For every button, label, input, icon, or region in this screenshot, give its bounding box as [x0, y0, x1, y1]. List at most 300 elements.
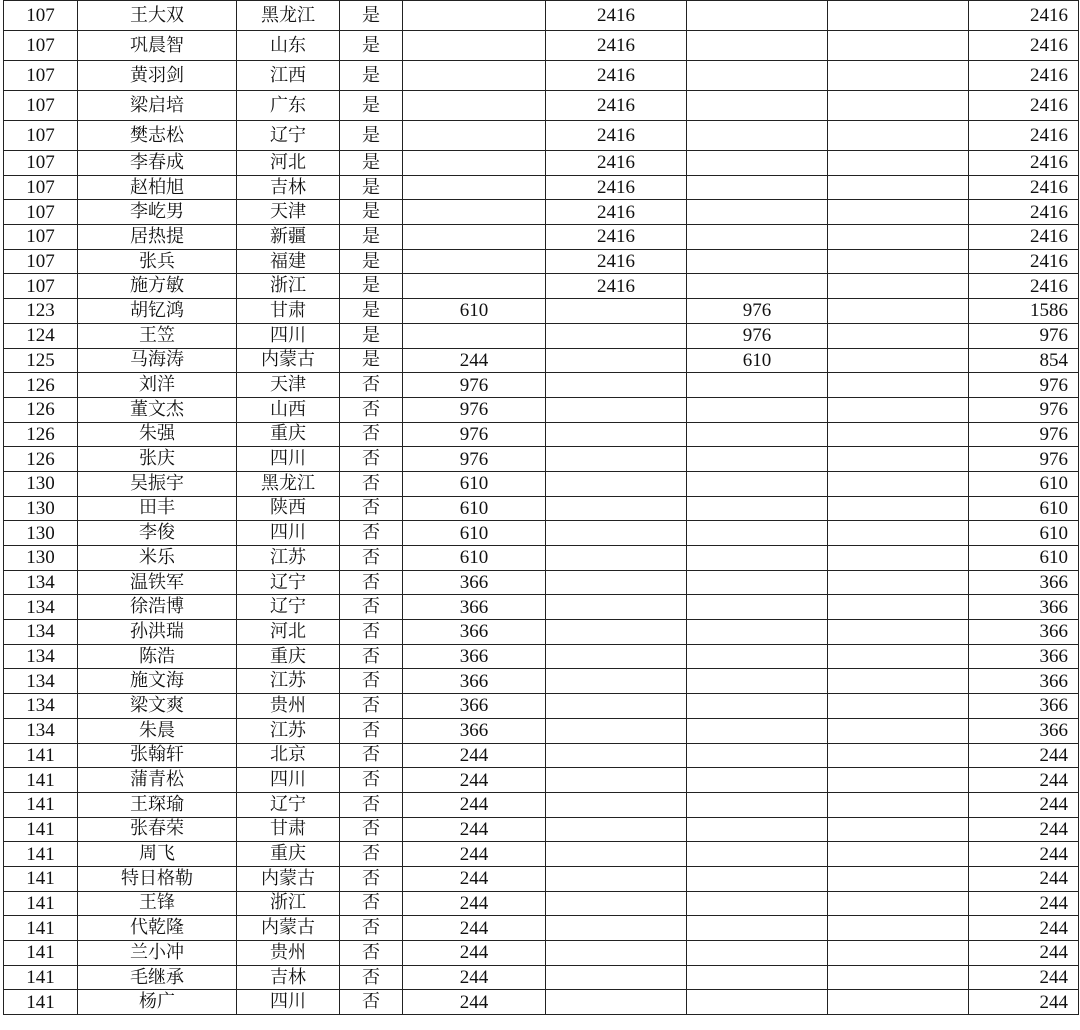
rank-cell: 107	[4, 91, 78, 121]
points-cell-d	[828, 718, 969, 743]
name-cell: 施文海	[78, 669, 237, 694]
table-row	[4, 570, 1079, 595]
points-cell-a: 366	[403, 718, 546, 743]
name-cell: 李春成	[78, 151, 237, 176]
points-cell-d	[828, 817, 969, 842]
points-cell-c: 610	[687, 348, 828, 373]
rank-cell: 107	[4, 1, 78, 31]
points-cell-a: 244	[403, 792, 546, 817]
total-cell: 366	[969, 644, 1079, 669]
points-cell-b	[546, 916, 687, 941]
total-cell: 2416	[969, 151, 1079, 176]
points-cell-c	[687, 373, 828, 398]
table-body	[4, 1, 1079, 1015]
flag-cell: 是	[340, 61, 403, 91]
points-cell-b	[546, 496, 687, 521]
table-row	[4, 743, 1079, 768]
points-cell-d	[828, 471, 969, 496]
flag-cell: 否	[340, 792, 403, 817]
rank-cell: 141	[4, 866, 78, 891]
total-cell: 366	[969, 718, 1079, 743]
table-row	[4, 348, 1079, 373]
points-cell-c	[687, 817, 828, 842]
points-cell-b	[546, 768, 687, 793]
total-cell: 610	[969, 546, 1079, 571]
points-cell-b	[546, 397, 687, 422]
points-cell-c	[687, 768, 828, 793]
table-row	[4, 274, 1079, 299]
total-cell: 366	[969, 595, 1079, 620]
points-cell-d	[828, 496, 969, 521]
table-row	[4, 521, 1079, 546]
points-cell-d	[828, 620, 969, 645]
points-cell-c	[687, 644, 828, 669]
points-cell-c	[687, 941, 828, 966]
points-cell-b	[546, 447, 687, 472]
name-cell: 李屹男	[78, 200, 237, 225]
points-cell-b	[546, 546, 687, 571]
points-cell-a: 244	[403, 842, 546, 867]
name-cell: 张庆	[78, 447, 237, 472]
name-cell: 董文杰	[78, 397, 237, 422]
points-cell-c	[687, 151, 828, 176]
points-cell-c	[687, 891, 828, 916]
table-row	[4, 941, 1079, 966]
total-cell: 976	[969, 397, 1079, 422]
points-cell-c	[687, 225, 828, 250]
points-cell-a	[403, 121, 546, 151]
points-cell-b	[546, 323, 687, 348]
name-cell: 胡钇鸿	[78, 299, 237, 324]
name-cell: 蒲青松	[78, 768, 237, 793]
name-cell: 樊志松	[78, 121, 237, 151]
name-cell: 张兵	[78, 249, 237, 274]
points-cell-b	[546, 373, 687, 398]
points-cell-a: 366	[403, 644, 546, 669]
table-row	[4, 249, 1079, 274]
points-cell-d	[828, 121, 969, 151]
rank-cell: 141	[4, 743, 78, 768]
name-cell: 代乾隆	[78, 916, 237, 941]
total-cell: 2416	[969, 91, 1079, 121]
province-cell: 四川	[237, 447, 340, 472]
total-cell: 2416	[969, 31, 1079, 61]
table-row	[4, 965, 1079, 990]
table-row	[4, 866, 1079, 891]
points-cell-a: 976	[403, 397, 546, 422]
points-cell-a	[403, 151, 546, 176]
rank-cell: 107	[4, 61, 78, 91]
flag-cell: 否	[340, 669, 403, 694]
name-cell: 徐浩博	[78, 595, 237, 620]
rank-cell: 141	[4, 817, 78, 842]
points-cell-d	[828, 175, 969, 200]
total-cell: 244	[969, 842, 1079, 867]
points-cell-a: 366	[403, 620, 546, 645]
name-cell: 毛继承	[78, 965, 237, 990]
points-cell-a: 366	[403, 570, 546, 595]
table-row	[4, 768, 1079, 793]
points-cell-c	[687, 521, 828, 546]
rank-cell: 107	[4, 200, 78, 225]
name-cell: 田丰	[78, 496, 237, 521]
points-cell-c	[687, 91, 828, 121]
points-cell-c	[687, 175, 828, 200]
table-row	[4, 644, 1079, 669]
table-row	[4, 842, 1079, 867]
name-cell: 赵柏旭	[78, 175, 237, 200]
points-cell-d	[828, 200, 969, 225]
points-cell-b: 2416	[546, 200, 687, 225]
points-cell-b	[546, 471, 687, 496]
rank-cell: 141	[4, 768, 78, 793]
points-cell-c	[687, 121, 828, 151]
points-cell-c	[687, 61, 828, 91]
rank-cell: 107	[4, 274, 78, 299]
points-cell-b: 2416	[546, 225, 687, 250]
province-cell: 河北	[237, 151, 340, 176]
table-row	[4, 546, 1079, 571]
province-cell: 江苏	[237, 669, 340, 694]
points-cell-d	[828, 225, 969, 250]
points-cell-b	[546, 817, 687, 842]
name-cell: 陈浩	[78, 644, 237, 669]
points-cell-a	[403, 200, 546, 225]
points-cell-a: 244	[403, 866, 546, 891]
flag-cell: 是	[340, 348, 403, 373]
total-cell: 2416	[969, 274, 1079, 299]
points-cell-d	[828, 373, 969, 398]
flag-cell: 否	[340, 990, 403, 1015]
total-cell: 2416	[969, 1, 1079, 31]
table-row	[4, 151, 1079, 176]
province-cell: 重庆	[237, 842, 340, 867]
points-cell-a	[403, 31, 546, 61]
rank-cell: 126	[4, 397, 78, 422]
points-cell-a: 244	[403, 990, 546, 1015]
province-cell: 天津	[237, 200, 340, 225]
rank-cell: 141	[4, 941, 78, 966]
points-cell-a	[403, 61, 546, 91]
province-cell: 吉林	[237, 965, 340, 990]
points-cell-a: 976	[403, 373, 546, 398]
points-cell-b: 2416	[546, 1, 687, 31]
points-cell-c	[687, 916, 828, 941]
points-cell-a: 610	[403, 521, 546, 546]
total-cell: 2416	[969, 61, 1079, 91]
name-cell: 张春荣	[78, 817, 237, 842]
table-row	[4, 471, 1079, 496]
flag-cell: 否	[340, 718, 403, 743]
table-row	[4, 1, 1079, 31]
name-cell: 杨广	[78, 990, 237, 1015]
flag-cell: 否	[340, 471, 403, 496]
points-cell-b	[546, 570, 687, 595]
flag-cell: 否	[340, 965, 403, 990]
table-row	[4, 299, 1079, 324]
province-cell: 广东	[237, 91, 340, 121]
points-cell-c	[687, 990, 828, 1015]
points-cell-b	[546, 669, 687, 694]
points-cell-a: 244	[403, 817, 546, 842]
points-cell-d	[828, 151, 969, 176]
name-cell: 朱强	[78, 422, 237, 447]
points-cell-c	[687, 471, 828, 496]
table-row	[4, 916, 1079, 941]
points-cell-b	[546, 620, 687, 645]
total-cell: 2416	[969, 175, 1079, 200]
points-cell-a	[403, 1, 546, 31]
points-cell-c	[687, 274, 828, 299]
name-cell: 米乐	[78, 546, 237, 571]
province-cell: 甘肃	[237, 299, 340, 324]
flag-cell: 是	[340, 323, 403, 348]
points-cell-b	[546, 941, 687, 966]
points-cell-a: 610	[403, 299, 546, 324]
total-cell: 976	[969, 373, 1079, 398]
points-cell-c	[687, 718, 828, 743]
points-cell-c	[687, 397, 828, 422]
province-cell: 四川	[237, 990, 340, 1015]
points-cell-c	[687, 743, 828, 768]
table-row	[4, 817, 1079, 842]
table-row	[4, 323, 1079, 348]
province-cell: 天津	[237, 373, 340, 398]
points-cell-a: 610	[403, 496, 546, 521]
points-cell-d	[828, 644, 969, 669]
flag-cell: 是	[340, 121, 403, 151]
table-row	[4, 31, 1079, 61]
name-cell: 王琛瑜	[78, 792, 237, 817]
table-row	[4, 175, 1079, 200]
points-cell-b	[546, 299, 687, 324]
points-cell-b: 2416	[546, 175, 687, 200]
province-cell: 黑龙江	[237, 471, 340, 496]
rank-cell: 141	[4, 792, 78, 817]
rank-cell: 107	[4, 31, 78, 61]
rank-cell: 141	[4, 965, 78, 990]
rank-cell: 107	[4, 175, 78, 200]
flag-cell: 是	[340, 225, 403, 250]
flag-cell: 是	[340, 175, 403, 200]
rank-cell: 126	[4, 447, 78, 472]
name-cell: 王大双	[78, 1, 237, 31]
flag-cell: 否	[340, 866, 403, 891]
points-cell-c	[687, 866, 828, 891]
flag-cell: 否	[340, 644, 403, 669]
province-cell: 辽宁	[237, 595, 340, 620]
flag-cell: 否	[340, 891, 403, 916]
total-cell: 244	[969, 792, 1079, 817]
points-cell-d	[828, 323, 969, 348]
points-cell-c	[687, 447, 828, 472]
total-cell: 244	[969, 916, 1079, 941]
total-cell: 2416	[969, 121, 1079, 151]
province-cell: 江西	[237, 61, 340, 91]
name-cell: 兰小冲	[78, 941, 237, 966]
rank-cell: 141	[4, 842, 78, 867]
province-cell: 吉林	[237, 175, 340, 200]
total-cell: 244	[969, 941, 1079, 966]
points-cell-d	[828, 348, 969, 373]
name-cell: 朱晨	[78, 718, 237, 743]
points-cell-d	[828, 669, 969, 694]
total-cell: 1586	[969, 299, 1079, 324]
table-row	[4, 61, 1079, 91]
total-cell: 976	[969, 323, 1079, 348]
points-cell-d	[828, 694, 969, 719]
points-cell-d	[828, 990, 969, 1015]
flag-cell: 否	[340, 595, 403, 620]
table-row	[4, 397, 1079, 422]
points-cell-d	[828, 249, 969, 274]
points-cell-d	[828, 842, 969, 867]
rank-cell: 134	[4, 669, 78, 694]
table-row	[4, 990, 1079, 1015]
points-cell-b	[546, 891, 687, 916]
points-cell-a	[403, 323, 546, 348]
flag-cell: 否	[340, 916, 403, 941]
points-cell-c	[687, 570, 828, 595]
rank-cell: 130	[4, 496, 78, 521]
province-cell: 福建	[237, 249, 340, 274]
name-cell: 梁启培	[78, 91, 237, 121]
rank-cell: 107	[4, 225, 78, 250]
rank-cell: 141	[4, 891, 78, 916]
rank-cell: 141	[4, 916, 78, 941]
points-cell-d	[828, 61, 969, 91]
province-cell: 辽宁	[237, 570, 340, 595]
total-cell: 244	[969, 891, 1079, 916]
name-cell: 吴振宇	[78, 471, 237, 496]
name-cell: 马海涛	[78, 348, 237, 373]
points-cell-a: 244	[403, 348, 546, 373]
name-cell: 黄羽剑	[78, 61, 237, 91]
points-cell-d	[828, 743, 969, 768]
points-cell-a: 244	[403, 916, 546, 941]
flag-cell: 是	[340, 151, 403, 176]
points-cell-c	[687, 669, 828, 694]
flag-cell: 是	[340, 249, 403, 274]
rank-cell: 134	[4, 644, 78, 669]
points-cell-d	[828, 768, 969, 793]
province-cell: 内蒙古	[237, 866, 340, 891]
province-cell: 陕西	[237, 496, 340, 521]
rank-cell: 107	[4, 121, 78, 151]
flag-cell: 是	[340, 91, 403, 121]
table-row	[4, 620, 1079, 645]
rank-cell: 134	[4, 570, 78, 595]
name-cell: 施方敏	[78, 274, 237, 299]
points-cell-c	[687, 595, 828, 620]
total-cell: 366	[969, 570, 1079, 595]
points-cell-d	[828, 422, 969, 447]
total-cell: 244	[969, 965, 1079, 990]
flag-cell: 否	[340, 620, 403, 645]
points-cell-b	[546, 348, 687, 373]
flag-cell: 否	[340, 447, 403, 472]
total-cell: 2416	[969, 225, 1079, 250]
points-cell-a: 244	[403, 743, 546, 768]
table-row	[4, 200, 1079, 225]
flag-cell: 否	[340, 817, 403, 842]
name-cell: 王笠	[78, 323, 237, 348]
province-cell: 黑龙江	[237, 1, 340, 31]
points-cell-b	[546, 792, 687, 817]
table-row	[4, 496, 1079, 521]
points-cell-c	[687, 422, 828, 447]
flag-cell: 否	[340, 694, 403, 719]
province-cell: 浙江	[237, 274, 340, 299]
points-cell-b	[546, 644, 687, 669]
total-cell: 610	[969, 471, 1079, 496]
province-cell: 山东	[237, 31, 340, 61]
points-cell-d	[828, 546, 969, 571]
table-row	[4, 891, 1079, 916]
province-cell: 重庆	[237, 422, 340, 447]
points-cell-c	[687, 694, 828, 719]
points-cell-c	[687, 842, 828, 867]
points-cell-d	[828, 595, 969, 620]
points-cell-d	[828, 274, 969, 299]
total-cell: 976	[969, 422, 1079, 447]
points-cell-b: 2416	[546, 274, 687, 299]
points-cell-a	[403, 91, 546, 121]
points-cell-b	[546, 866, 687, 891]
flag-cell: 否	[340, 941, 403, 966]
total-cell: 244	[969, 817, 1079, 842]
points-cell-b: 2416	[546, 91, 687, 121]
name-cell: 居热提	[78, 225, 237, 250]
total-cell: 366	[969, 669, 1079, 694]
total-cell: 366	[969, 620, 1079, 645]
table-row	[4, 447, 1079, 472]
flag-cell: 是	[340, 200, 403, 225]
flag-cell: 是	[340, 274, 403, 299]
province-cell: 北京	[237, 743, 340, 768]
province-cell: 江苏	[237, 546, 340, 571]
province-cell: 浙江	[237, 891, 340, 916]
points-cell-d	[828, 916, 969, 941]
rank-cell: 134	[4, 718, 78, 743]
rank-cell: 130	[4, 521, 78, 546]
rank-cell: 123	[4, 299, 78, 324]
points-cell-c	[687, 792, 828, 817]
points-cell-d	[828, 570, 969, 595]
rank-cell: 125	[4, 348, 78, 373]
total-cell: 244	[969, 866, 1079, 891]
points-cell-b: 2416	[546, 61, 687, 91]
province-cell: 新疆	[237, 225, 340, 250]
points-cell-c	[687, 31, 828, 61]
total-cell: 2416	[969, 200, 1079, 225]
points-cell-d	[828, 91, 969, 121]
points-cell-b	[546, 694, 687, 719]
table-row	[4, 718, 1079, 743]
province-cell: 山西	[237, 397, 340, 422]
table-row	[4, 694, 1079, 719]
points-cell-b: 2416	[546, 151, 687, 176]
table-row	[4, 595, 1079, 620]
points-cell-d	[828, 866, 969, 891]
flag-cell: 否	[340, 397, 403, 422]
name-cell: 王锋	[78, 891, 237, 916]
points-cell-b	[546, 842, 687, 867]
points-cell-c	[687, 200, 828, 225]
name-cell: 特日格勒	[78, 866, 237, 891]
name-cell: 孙洪瑞	[78, 620, 237, 645]
flag-cell: 否	[340, 521, 403, 546]
